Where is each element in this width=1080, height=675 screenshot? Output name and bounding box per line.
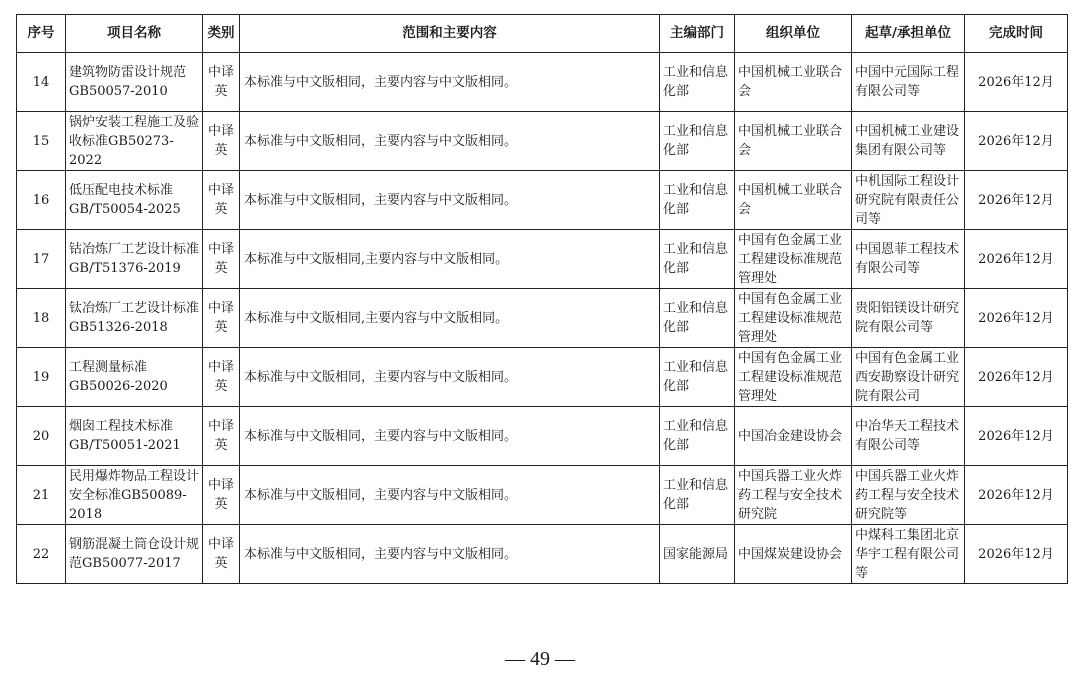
cell-org: 中国有色金属工业工程建设标准规范管理处 [735,289,852,348]
cell-category: 中译英 [203,525,240,584]
cell-dept: 工业和信息化部 [660,112,735,171]
cell-drafter: 中冶华天工程技术有限公司等 [852,407,965,466]
cell-no: 22 [17,525,66,584]
cell-org: 中国有色金属工业工程建设标准规范管理处 [735,348,852,407]
cell-project-name: 钴冶炼厂工艺设计标准GB/T51376-2019 [66,230,203,289]
cell-due: 2026年12月 [965,407,1068,466]
cell-project-name: 钛冶炼厂工艺设计标准GB51326-2018 [66,289,203,348]
cell-drafter: 中国有色金属工业西安勘察设计研究院有限公司 [852,348,965,407]
page-number: — 49 — [505,648,575,670]
cell-org: 中国机械工业联合会 [735,112,852,171]
cell-category: 中译英 [203,348,240,407]
cell-due: 2026年12月 [965,53,1068,112]
cell-no: 16 [17,171,66,230]
cell-no: 20 [17,407,66,466]
cell-project-name: 烟囱工程技术标准GB/T50051-2021 [66,407,203,466]
cell-scope: 本标准与中文版相同，主要内容与中文版相同。 [240,407,660,466]
cell-category: 中译英 [203,407,240,466]
cell-no: 18 [17,289,66,348]
col-header-name: 项目名称 [66,15,203,53]
cell-scope: 本标准与中文版相同,主要内容与中文版相同。 [240,230,660,289]
table-row [17,466,1068,525]
col-header-category: 类别 [203,15,240,53]
cell-drafter: 中国机械工业建设集团有限公司等 [852,112,965,171]
table-row [17,348,1068,407]
cell-scope: 本标准与中文版相同，主要内容与中文版相同。 [240,466,660,525]
table-row [17,171,1068,230]
cell-due: 2026年12月 [965,466,1068,525]
table-row [17,230,1068,289]
cell-no: 17 [17,230,66,289]
col-header-org: 组织单位 [735,15,852,53]
cell-org: 中国机械工业联合会 [735,53,852,112]
col-header-scope: 范围和主要内容 [240,15,660,53]
cell-project-name: 建筑物防雷设计规范GB50057-2010 [66,53,203,112]
cell-dept: 工业和信息化部 [660,53,735,112]
cell-scope: 本标准与中文版相同，主要内容与中文版相同。 [240,171,660,230]
standards-table [16,14,1068,584]
cell-category: 中译英 [203,230,240,289]
cell-drafter: 中煤科工集团北京华宇工程有限公司等 [852,525,965,584]
cell-due: 2026年12月 [965,525,1068,584]
cell-dept: 国家能源局 [660,525,735,584]
cell-scope: 本标准与中文版相同，主要内容与中文版相同。 [240,112,660,171]
cell-org: 中国冶金建设协会 [735,407,852,466]
table-row [17,53,1068,112]
cell-org: 中国兵器工业火炸药工程与安全技术研究院 [735,466,852,525]
table-row [17,112,1068,171]
cell-project-name: 低压配电技术标准GB/T50054-2025 [66,171,203,230]
table-row [17,525,1068,584]
cell-no: 15 [17,112,66,171]
cell-dept: 工业和信息化部 [660,348,735,407]
cell-due: 2026年12月 [965,230,1068,289]
cell-scope: 本标准与中文版相同，主要内容与中文版相同。 [240,525,660,584]
cell-project-name: 民用爆炸物品工程设计安全标准GB50089-2018 [66,466,203,525]
col-header-drafter: 起草/承担单位 [852,15,965,53]
cell-category: 中译英 [203,171,240,230]
cell-scope: 本标准与中文版相同,主要内容与中文版相同。 [240,289,660,348]
cell-category: 中译英 [203,112,240,171]
cell-project-name: 锅炉安装工程施工及验收标准GB50273-2022 [66,112,203,171]
cell-dept: 工业和信息化部 [660,289,735,348]
cell-due: 2026年12月 [965,348,1068,407]
cell-org: 中国有色金属工业工程建设标准规范管理处 [735,230,852,289]
cell-scope: 本标准与中文版相同，主要内容与中文版相同。 [240,53,660,112]
table-row [17,407,1068,466]
cell-category: 中译英 [203,53,240,112]
cell-dept: 工业和信息化部 [660,466,735,525]
table-row [17,289,1068,348]
cell-due: 2026年12月 [965,112,1068,171]
cell-dept: 工业和信息化部 [660,407,735,466]
cell-org: 中国机械工业联合会 [735,171,852,230]
cell-drafter: 中机国际工程设计研究院有限责任公司等 [852,171,965,230]
cell-project-name: 钢筋混凝土筒仓设计规范GB50077-2017 [66,525,203,584]
cell-drafter: 中国恩菲工程技术有限公司等 [852,230,965,289]
cell-drafter: 贵阳铝镁设计研究院有限公司等 [852,289,965,348]
cell-category: 中译英 [203,289,240,348]
cell-drafter: 中国兵器工业火炸药工程与安全技术研究院等 [852,466,965,525]
col-header-no: 序号 [17,15,66,53]
cell-project-name: 工程测量标准GB50026-2020 [66,348,203,407]
cell-org: 中国煤炭建设协会 [735,525,852,584]
header-row [17,15,1068,53]
cell-drafter: 中国中元国际工程有限公司等 [852,53,965,112]
col-header-dept: 主编部门 [660,15,735,53]
col-header-due: 完成时间 [965,15,1068,53]
cell-no: 21 [17,466,66,525]
cell-dept: 工业和信息化部 [660,171,735,230]
cell-category: 中译英 [203,466,240,525]
cell-dept: 工业和信息化部 [660,230,735,289]
cell-scope: 本标准与中文版相同，主要内容与中文版相同。 [240,348,660,407]
cell-due: 2026年12月 [965,289,1068,348]
cell-no: 19 [17,348,66,407]
cell-no: 14 [17,53,66,112]
cell-due: 2026年12月 [965,171,1068,230]
